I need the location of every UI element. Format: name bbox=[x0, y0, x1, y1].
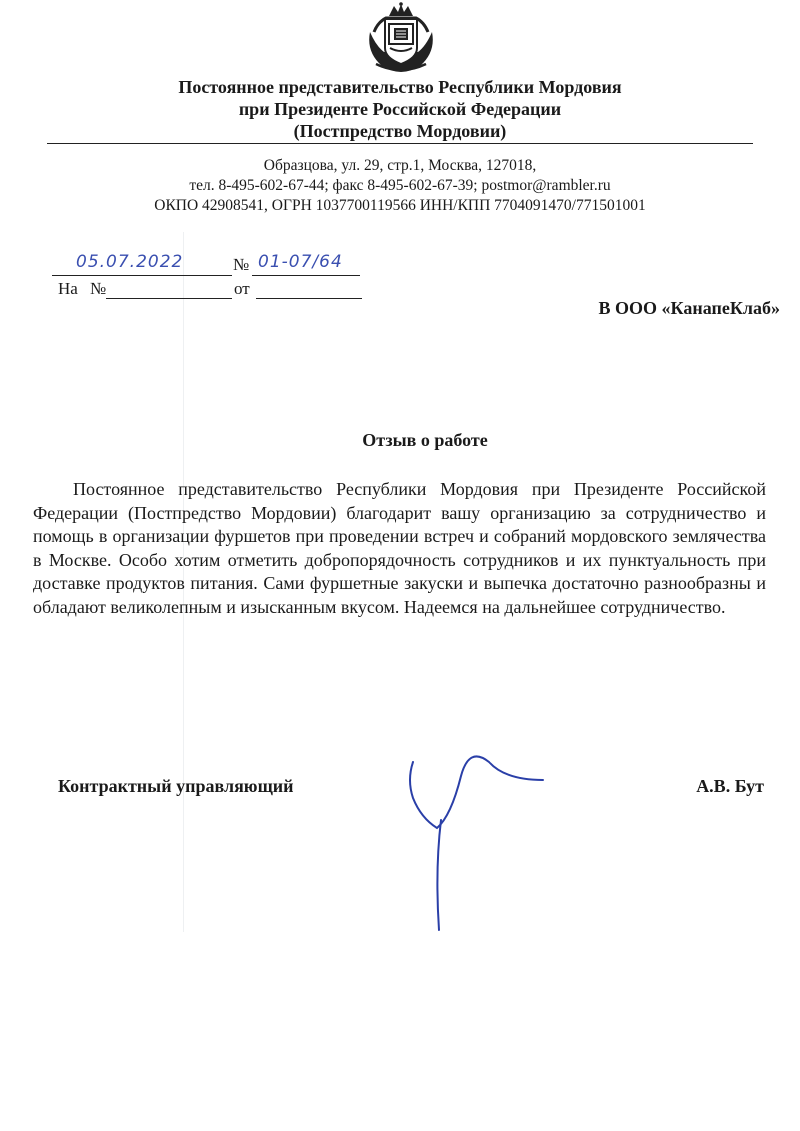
mordovia-coat-of-arms-icon bbox=[356, 2, 446, 74]
document-title: Отзыв о работе bbox=[362, 430, 488, 450]
header-divider bbox=[47, 143, 753, 144]
org-name-line-2: при Президенте Российской Федерации bbox=[238, 99, 562, 119]
registry-codes-line: ОКПО 42908541, ОГРН 1037700119566 ИНН/КПП 7704091470/771501001 bbox=[154, 197, 646, 214]
handwritten-signature-icon bbox=[395, 740, 555, 940]
org-name-line-1: Постоянное представительство Республики Мордовия bbox=[178, 77, 622, 97]
org-name-short: (Постпредство Мордовии) bbox=[293, 121, 507, 141]
letter-body: Постоянное представительство Республики Мордовия при Президенте Российской Федерации (Постпредство Мордовии) благодарит вашу организацию за сотрудничество и помощь в организации фуршетов при проведении встреч и собраний мордовского землячества в Москве. Особо хотим отметить добропорядочность сотрудников и их пунктуальность при доставке продуктов питания. Сами фуршетные закуски и выпечка достаточно разнообразны и обладают великолепным и изысканным вкусом. Надеемся на дальнейшее сотрудничество. bbox=[33, 479, 766, 617]
contact-line: тел. 8-495-602-67-44; факс 8-495-602-67-39; postmor@rambler.ru bbox=[189, 177, 611, 194]
reply-from-label: от bbox=[234, 279, 250, 298]
number-underline bbox=[252, 275, 360, 276]
reply-date-underline bbox=[256, 298, 362, 299]
reply-number-sign: № bbox=[90, 279, 107, 298]
recipient: В ООО «КанапеКлаб» bbox=[598, 298, 780, 318]
address-line: Образцова, ул. 29, стр.1, Москва, 127018, bbox=[263, 157, 537, 174]
outgoing-date: 05.07.2022 bbox=[76, 252, 184, 272]
date-underline bbox=[52, 275, 232, 276]
signatory-role: Контрактный управляющий bbox=[58, 776, 294, 796]
reply-number-underline bbox=[106, 298, 232, 299]
signatory-name: А.В. Бут bbox=[696, 776, 764, 796]
reply-prefix: На bbox=[58, 279, 78, 298]
outgoing-number-sign: № bbox=[233, 255, 250, 274]
outgoing-number: 01-07/64 bbox=[258, 252, 343, 272]
